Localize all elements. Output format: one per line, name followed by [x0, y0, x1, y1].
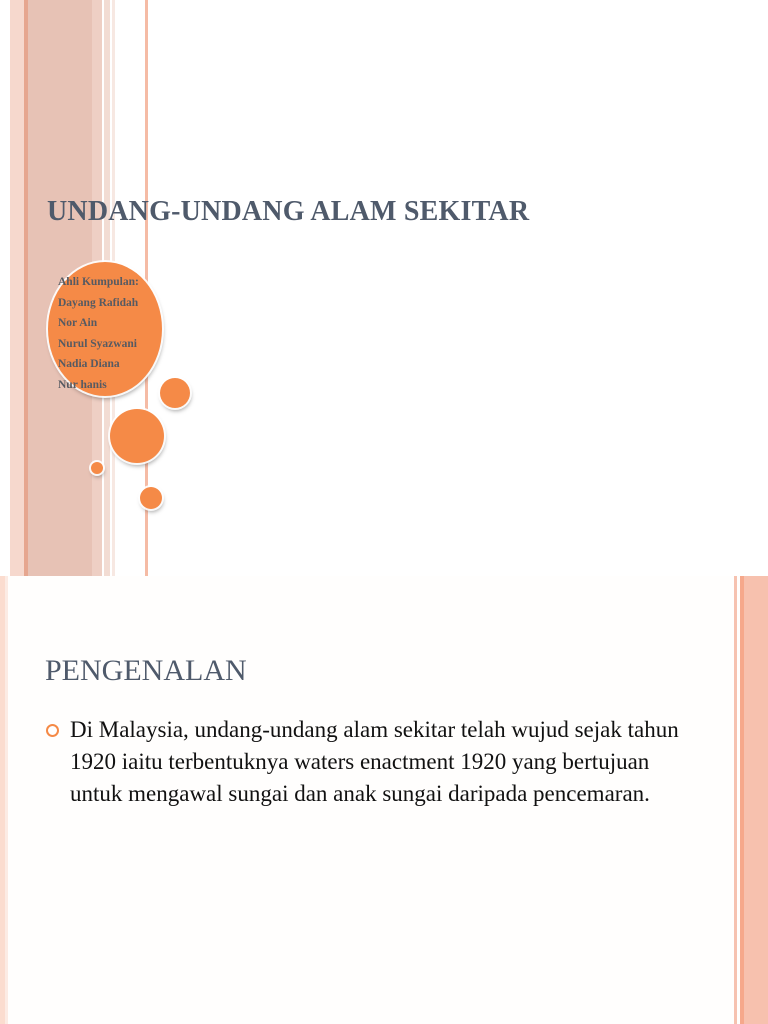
group-members-list: [58, 272, 139, 396]
member-name: Nurul Syazwani: [58, 337, 137, 350]
decorative-stripe: [10, 0, 24, 576]
decorative-stripe: [744, 576, 768, 1024]
decorative-circle: [160, 378, 190, 408]
decorative-stripe: [5, 576, 8, 1024]
decorative-stripe: [0, 0, 10, 576]
slide-2: [0, 576, 768, 1024]
bullet-item: [46, 714, 686, 810]
bullet-text: Di Malaysia, undang-undang alam sekitar telah wujud sejak tahun 1920 iaitu terbentuknya waters enactment 1920 yang bertujuan untuk mengawal sungai dan anak sungai daripada pencemaran.: [70, 717, 679, 806]
slide-heading: PENGENALAN: [45, 654, 247, 687]
decorative-stripe: [734, 576, 737, 1024]
circle-bullet-icon: [46, 724, 59, 737]
member-name: Nor Ain: [58, 317, 98, 330]
slide-title: UNDANG-UNDANG ALAM SEKITAR: [47, 196, 530, 227]
decorative-circle-small: [91, 462, 103, 474]
decorative-circle: [110, 409, 164, 463]
members-label: Ahli Kumpulan:: [58, 276, 139, 288]
decorative-circle: [140, 487, 162, 509]
member-name: Nur hanis: [58, 378, 107, 391]
member-name: Nadia Diana: [58, 358, 120, 371]
member-name: Dayang Rafidah: [58, 296, 139, 309]
